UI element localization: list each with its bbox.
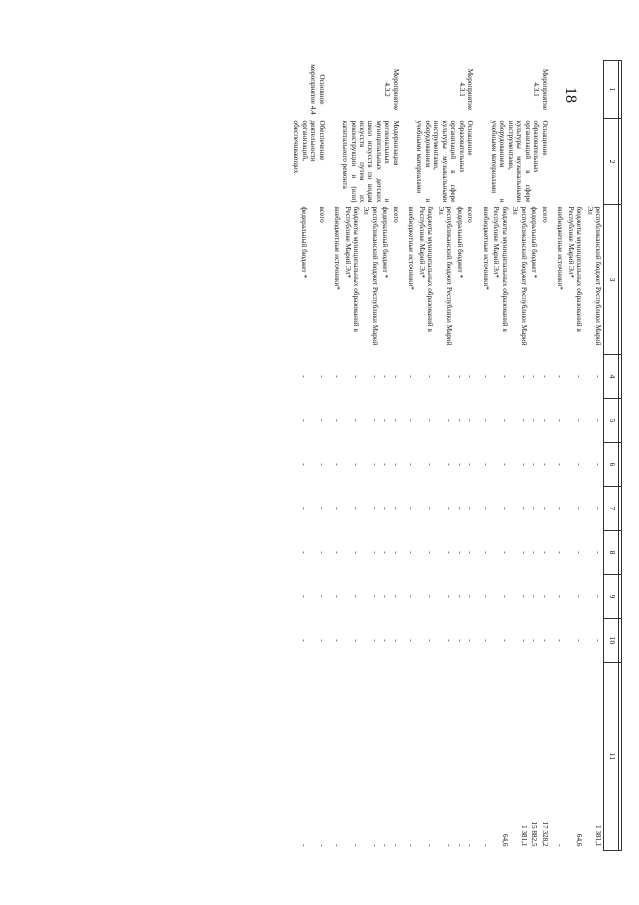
value-cell: - [530,463,539,466]
value-cell: - [540,639,549,642]
page-number: 18 [562,87,579,103]
value-cell: - [381,844,390,847]
value-cell: - [381,507,390,510]
value-cell: - [333,844,342,847]
value-cell: - [594,551,603,554]
value-cell: - [575,551,584,554]
value-cell: - [575,375,584,378]
value-cell: - [445,507,454,510]
value-cell: - [519,419,528,422]
value-cell: - [466,844,475,847]
value-cell: - [445,595,454,598]
value-cell: - [500,639,509,642]
value-cell: - [317,595,326,598]
funding-source: федеральный бюджет * [381,206,390,279]
funding-source: внебюджетные источники* [333,206,342,290]
value-cell: - [370,595,379,598]
value-cell: 1 381,1 [519,824,528,847]
value-cell: - [407,419,416,422]
value-cell: - [445,419,454,422]
value-cell: - [407,463,416,466]
value-cell: - [455,507,464,510]
header-top-rule [619,61,622,851]
value-cell: - [575,595,584,598]
value-cell: - [391,507,400,510]
value-cell: - [500,551,509,554]
value-cell: - [481,639,490,642]
value-cell: - [370,419,379,422]
value-cell: - [481,507,490,510]
value-cell: - [299,595,308,598]
funding-source: республиканский бюджет Республики Марий Эл [511,206,528,346]
column-header-10: 10 [604,619,619,663]
value-cell: - [333,419,342,422]
value-cell: - [556,844,565,847]
value-cell: - [481,595,490,598]
value-cell: - [407,595,416,598]
value-cell: - [381,551,390,554]
value-cell: - [500,507,509,510]
value-cell: - [299,639,308,642]
value-cell: 15 882,5 [530,821,539,847]
value-cell: - [370,507,379,510]
event-description: Оснащение образовательных организаций в сфере культуры музыкальными инструментами, оборудованием и учебными материалами [415,120,475,203]
group-spacer [550,61,555,851]
value-cell: - [426,419,435,422]
funding-source: всего [540,206,549,223]
funding-source: внебюджетные источники* [481,206,490,290]
value-cell: - [317,507,326,510]
event-code [555,61,604,119]
value-cell: - [299,844,308,847]
value-cell: - [391,595,400,598]
value-cell: - [333,375,342,378]
table-row [465,61,475,851]
value-cell: - [317,844,326,847]
value-cell: - [500,419,509,422]
value-cell: - [575,419,584,422]
value-cell: - [391,375,400,378]
value-cell: - [299,507,308,510]
column-header-11: 11 [604,663,619,851]
table-row [539,61,549,851]
value-cell: - [594,595,603,598]
funding-source: республиканский бюджет Республики Марий Эл [362,206,379,346]
value-cell: - [317,463,326,466]
column-header-3: 3 [604,205,619,355]
value-cell: - [426,375,435,378]
event-code: Мероприятие 4.3.1 [532,68,549,111]
value-cell: - [370,463,379,466]
value-cell: - [594,507,603,510]
value-cell: - [481,844,490,847]
column-header-4: 4 [604,355,619,399]
value-cell: - [381,419,390,422]
value-cell: - [317,639,326,642]
table-row [309,61,327,851]
value-cell: - [317,375,326,378]
value-cell: - [466,375,475,378]
value-cell: - [540,419,549,422]
value-cell: - [333,507,342,510]
value-cell: - [317,551,326,554]
value-cell: - [391,639,400,642]
value-cell: - [575,463,584,466]
value-cell: - [352,375,361,378]
value-cell: 17 328,2 [540,821,549,847]
column-header-5: 5 [604,399,619,443]
value-cell: - [391,463,400,466]
value-cell: - [299,375,308,378]
funding-source: всего [466,206,475,223]
value-cell: - [519,551,528,554]
value-cell: - [299,463,308,466]
value-cell: - [481,463,490,466]
value-cell: - [333,595,342,598]
value-cell: - [426,507,435,510]
value-cell: - [556,639,565,642]
value-cell: - [352,639,361,642]
value-cell: 64,6 [500,833,509,847]
value-cell: - [455,551,464,554]
value-cell: - [481,375,490,378]
value-cell: - [299,551,308,554]
column-header-2: 2 [604,119,619,205]
value-cell: - [540,507,549,510]
funding-source: бюджеты муниципальных образований в Республике Марий Эл* [492,206,509,332]
value-cell: - [466,639,475,642]
value-cell: - [540,551,549,554]
value-cell: - [500,463,509,466]
value-cell: - [370,844,379,847]
value-cell: - [530,639,539,642]
value-cell: - [317,419,326,422]
value-cell: - [381,639,390,642]
event-description [555,119,604,205]
value-cell: - [445,551,454,554]
value-cell: - [352,595,361,598]
value-cell: - [594,463,603,466]
value-cell: - [455,844,464,847]
value-cell: - [594,419,603,422]
value-cell: - [540,463,549,466]
value-cell: - [530,419,539,422]
funding-source: бюджеты муниципальных образований в Республике Марий Эл* [417,206,435,332]
value-cell: - [407,844,416,847]
budget-table [291,60,622,851]
value-cell: - [466,463,475,466]
value-cell: - [575,639,584,642]
value-cell: - [445,463,454,466]
value-cell: - [333,639,342,642]
value-cell: - [352,463,361,466]
value-cell: - [500,595,509,598]
value-cell: - [540,595,549,598]
value-cell: - [519,375,528,378]
value-cell: - [455,639,464,642]
value-cell: - [381,595,390,598]
value-cell: - [466,419,475,422]
value-cell: - [466,507,475,510]
funding-source: федеральный бюджет * [455,206,464,279]
value-cell: - [333,551,342,554]
value-cell: - [455,419,464,422]
funding-source: бюджеты муниципальных образований в Республике Марий Эл* [566,206,584,332]
value-cell: - [333,463,342,466]
value-cell: - [352,419,361,422]
value-cell: - [594,375,603,378]
value-cell: - [407,551,416,554]
value-cell: - [455,375,464,378]
column-number-row [604,61,619,851]
value-cell: - [407,639,416,642]
funding-source: республиканский бюджет Республики Марий Эл [436,206,454,346]
value-cell: - [445,844,454,847]
value-cell: - [391,844,400,847]
table-body [291,61,604,851]
value-cell: - [426,844,435,847]
table-row [390,61,400,851]
value-cell: - [556,551,565,554]
value-cell: - [455,463,464,466]
value-cell: - [352,507,361,510]
event-description: Обеспечение деятельности организаций, обеспечивающих [292,120,326,174]
value-cell: - [426,551,435,554]
funding-source: республиканский бюджет Республики Марий Эл [585,206,603,346]
value-cell: - [299,419,308,422]
value-cell: - [466,551,475,554]
group-spacer [401,61,406,851]
value-cell: - [540,375,549,378]
group-spacer [327,61,332,851]
funding-source: бюджеты муниципальных образований в Республике Марий Эл* [343,206,361,332]
value-cell: - [530,551,539,554]
value-cell: - [556,595,565,598]
funding-source: внебюджетные источники* [556,206,565,290]
funding-source: внебюджетные источники* [407,206,416,290]
table-row [584,61,603,851]
column-header-6: 6 [604,443,619,487]
event-description: Оснащение образовательных организаций в сфере культуры музыкальными инструментами, оборудованием и учебными материалами [489,120,549,203]
value-cell: - [391,551,400,554]
funding-source: федеральный бюджет * [299,206,308,279]
event-description: Модернизация региональных и муниципальных детских школ искусств по видам искусств путем их реконструкции и (или) капитального ремонта [341,120,400,203]
budget-table-container [127,60,622,850]
value-cell: - [370,375,379,378]
funding-source: всего [391,206,400,223]
value-cell: - [519,595,528,598]
value-cell: - [481,419,490,422]
value-cell: - [519,639,528,642]
column-header-1: 1 [604,61,619,119]
value-cell: - [381,375,390,378]
column-header-8: 8 [604,531,619,575]
value-cell: - [556,375,565,378]
value-cell: - [575,507,584,510]
value-cell: - [426,639,435,642]
value-cell: 1 381,1 [594,824,603,847]
value-cell: - [530,375,539,378]
event-code: Основное мероприятие 4.4 [309,64,326,115]
value-cell: - [530,507,539,510]
value-cell: - [466,595,475,598]
value-cell: - [426,463,435,466]
event-code: Мероприятие 4.3.2 [383,68,400,111]
value-cell: - [481,551,490,554]
value-cell: - [370,639,379,642]
value-cell: - [391,419,400,422]
column-header-9: 9 [604,575,619,619]
value-cell: - [455,595,464,598]
column-header-7: 7 [604,487,619,531]
value-cell: - [519,507,528,510]
value-cell: - [556,419,565,422]
value-cell: - [381,463,390,466]
value-cell: - [445,639,454,642]
value-cell: - [352,844,361,847]
value-cell: - [500,375,509,378]
group-spacer [475,61,480,851]
funding-source: всего [317,206,326,223]
value-cell: - [445,375,454,378]
funding-source: федеральный бюджет * [530,206,539,279]
value-cell: - [530,595,539,598]
value-cell: - [407,507,416,510]
event-code: Мероприятие 4.3.1 [457,68,475,111]
value-cell: - [370,551,379,554]
value-cell: - [594,639,603,642]
value-cell: - [407,375,416,378]
value-cell: - [556,463,565,466]
value-cell: - [426,595,435,598]
value-cell: - [519,463,528,466]
value-cell: - [352,551,361,554]
value-cell: 64,6 [575,833,584,847]
value-cell: - [556,507,565,510]
